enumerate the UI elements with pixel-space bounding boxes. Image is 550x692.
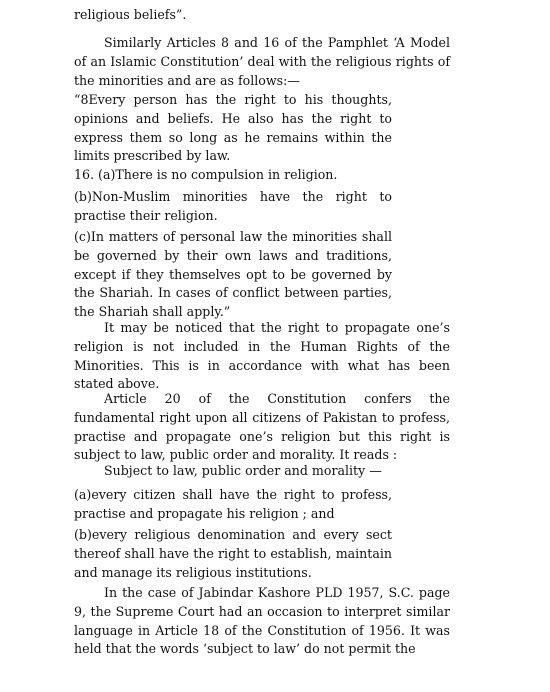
quote-subject-to-law: Subject to law, public order and morality — (104, 463, 382, 478)
quote-article-16c: (c)In matters of personal law the minorities shall be governed by their own laws and traditions, except if they themselves opt to be governed by the Shariah. In cases of conflict between parties, the Shariah shall apply.” (74, 229, 392, 320)
paragraph-right-to-propagate: It may be noticed that the right to propagate one’s religion is not included in the Human Rights of the Minorities. This is in accordance with what has been stated above. (74, 320, 450, 392)
paragraph-religious-beliefs-end: religious beliefs”. (74, 7, 187, 22)
quote-article-16a: 16. (a)There is no compulsion in religion. (74, 167, 338, 182)
quote-article-8: “8Every person has the right to his thoughts, opinions and beliefs. He also has the right to express them so long as he remains within the limits prescribed by law. (74, 92, 392, 164)
quote-clause-b: (b)every religious denomination and every sect thereof shall have the right to establish, maintain and manage its religious institutions. (74, 527, 392, 580)
quote-article-16b: (b)Non-Muslim minorities have the right to practise their religion. (74, 189, 392, 223)
paragraph-article-20: Article 20 of the Constitution confers the fundamental right upon all citizens of Pakistan to profess, practise and propagate one’s religion but this right is subject to law, public order and morality. It reads : (74, 391, 450, 463)
quote-clause-a: (a)every citizen shall have the right to profess, practise and propagate his religion ; and (74, 487, 392, 521)
paragraph-jabindar-kashore: In the case of Jabindar Kashore PLD 1957, S.C. page 9, the Supreme Court had an occasion to interpret similar language in Article 18 of the Constitution of 1956. It was held that the words ‘subject to law’ do not permit the (74, 585, 450, 657)
paragraph-articles-8-16: Similarly Articles 8 and 16 of the Pamphlet ‘A Model of an Islamic Constitution’ deal with the religious rights of the minorities and are as follows:— (74, 35, 450, 88)
